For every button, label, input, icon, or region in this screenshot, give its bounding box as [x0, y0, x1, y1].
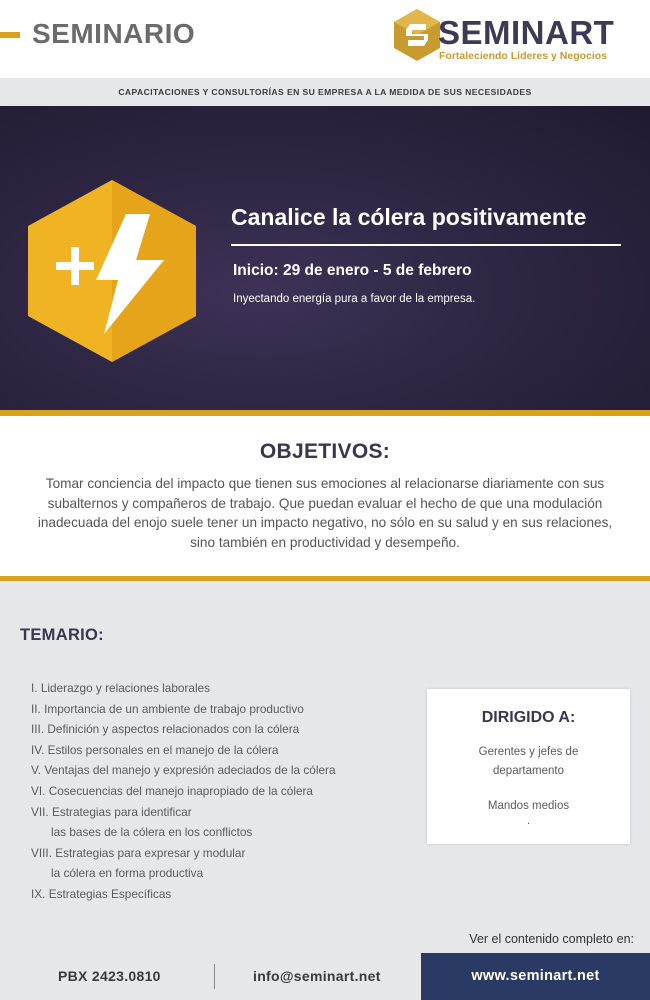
brand-tagline: Fortaleciendo Líderes y Negocios: [439, 50, 608, 62]
temario-item: VII. Estrategias para identificar: [31, 804, 192, 819]
temario-item: I. Liderazgo y relaciones laborales: [31, 681, 211, 695]
temario-item: IV. Estilos personales en el manejo de la cólera: [31, 742, 279, 757]
objetivos-text: Tomar conciencia del impacto que tienen sus emociones al relacionarse diariamente con sus subalternos y compañeros de trabajo. Que puedan evaluar el hecho de que una modulación inadecuada del enojo suele tener un impacto negativo, no sólo en su salud y en sus relaciones, sino también en productividad y desempeño.: [37, 476, 613, 550]
seminart-logo[interactable]: [388, 6, 638, 72]
dirigido-card: [427, 689, 630, 844]
footer-separator: [214, 964, 215, 989]
temario-item: V. Ventajas del manejo y expresión adeciados de la cólera: [31, 763, 336, 778]
header: [0, 0, 650, 78]
objetivos-heading: OBJETIVOS:: [259, 440, 391, 463]
dirigido-audience-1: Gerentes y jefes de departamento: [478, 746, 579, 777]
temario-section: [0, 581, 650, 953]
services-strip-text: CAPACITACIONES Y CONSULTORÍAS EN SU EMPRESA A LA MEDIDA DE SUS NECESIDADES: [118, 87, 532, 97]
objetivos-section: [0, 416, 650, 576]
title-divider: [231, 244, 621, 246]
dirigido-heading: DIRIGIDO A:: [481, 709, 576, 726]
services-strip: [0, 78, 650, 106]
course-subtitle: Inyectando energía pura a favor de la empresa.: [233, 293, 476, 305]
temario-item: VI. Cosecuencias del manejo inapropiado de la cólera: [31, 783, 313, 798]
dirigido-audience-2: Mandos medios: [487, 800, 570, 812]
footer: [0, 953, 650, 1000]
header-accent-bar: [0, 32, 20, 38]
phone-number[interactable]: PBX 2423.0810: [58, 968, 161, 984]
temario-item-continuation: las bases de la cólera en los conflictos: [51, 825, 253, 840]
temario-item: III. Definición y aspectos relacionados con la cólera: [31, 722, 300, 737]
temario-item: IX. Estrategias Específicas: [31, 886, 172, 901]
course-date: Inicio: 29 de enero - 5 de febrero: [233, 262, 472, 279]
website-button[interactable]: [421, 953, 650, 1000]
course-title: Canalice la cólera positivamente: [231, 204, 587, 230]
plus-lightning-hexagon-icon: [22, 176, 202, 366]
website-link[interactable]: www.seminart.net: [471, 968, 600, 984]
temario-item: VIII. Estrategias para expresar y modular: [31, 845, 246, 860]
temario-item-continuation: la cólera en forma productiva: [51, 866, 204, 881]
section-label: SEMINARIO: [32, 18, 196, 49]
temario-heading: TEMARIO:: [20, 626, 104, 644]
temario-list: [31, 678, 336, 905]
dirigido-dot: .: [526, 815, 531, 827]
temario-item: II. Importancia de un ambiente de trabajo productivo: [31, 701, 304, 716]
hero-banner: [0, 106, 650, 416]
brand-name: SEMINART: [438, 14, 615, 51]
ver-contenido-text: Ver el contenido completo en:: [469, 932, 634, 946]
email-link[interactable]: info@seminart.net: [253, 968, 381, 984]
